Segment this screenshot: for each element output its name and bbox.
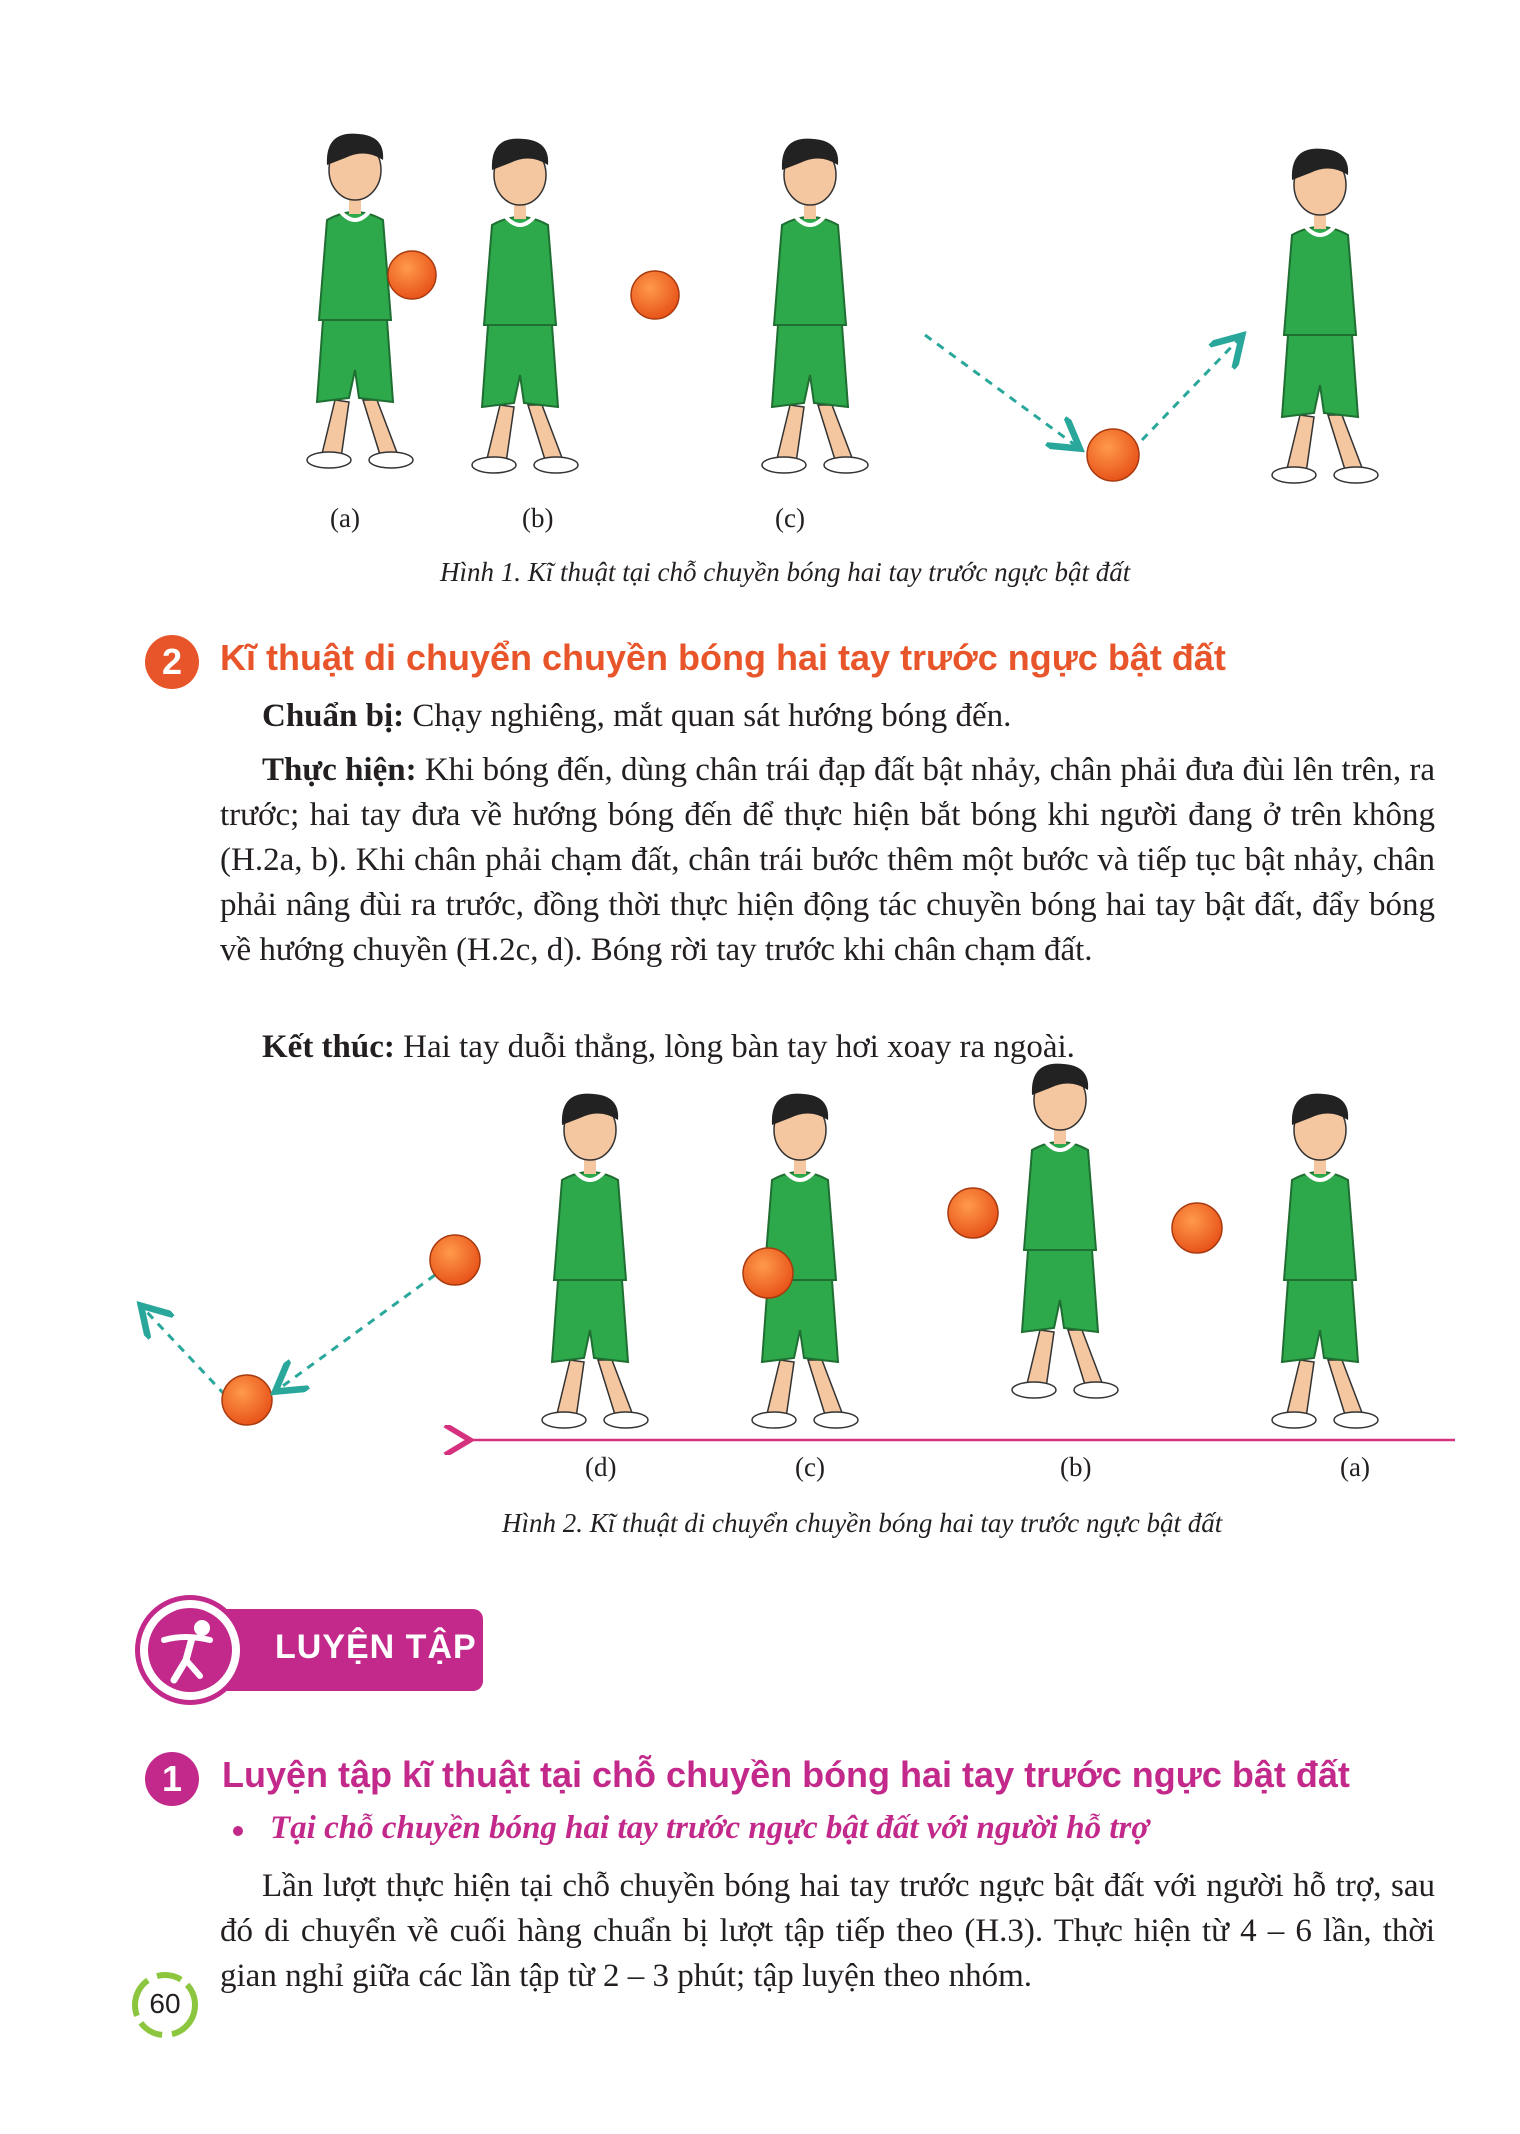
practice-bullet-text: Tại chỗ chuyền bóng hai tay trước ngực bật đất với người hỗ trợ: [270, 1810, 1150, 1846]
fig2-label-b: (b): [1060, 1452, 1092, 1482]
practice-banner-text: LUYỆN TẬP: [275, 1628, 477, 1666]
practice-1-title: Luyện tập kĩ thuật tại chỗ chuyền bóng hai tay trước ngực bật đất: [222, 1754, 1350, 1795]
pass-arrow-left-down: [280, 1275, 435, 1388]
player-d: [542, 1094, 648, 1428]
exec-text: Khi bóng đến, dùng chân trái đạp đất bật nhảy, chân phải đưa đùi lên trên, ra trước; hai tay đưa về hướng bóng đến để thực hiện bắt bóng khi người đang ở trên không (H.2a, b). Khi chân phải chạm đất, chân trái bước thêm một bước và tiếp tục bật nhảy, chân phải nâng đùi ra trước, đồng thời thực hiện động tác chuyền bóng hai tay bật đất, đẩy bóng về hướng chuyền (H.2c, d). Bóng rời tay trước khi chân chạm đất.: [220, 752, 1436, 968]
ball-b: [631, 271, 679, 319]
section-2-number-badge: 2: [145, 635, 199, 689]
fig1-label-b: (b): [522, 503, 554, 533]
practice-1-number-badge: 1: [145, 1752, 199, 1806]
section-2-prep: [220, 694, 1435, 739]
practice-text: Lần lượt thực hiện tại chỗ chuyền bóng hai tay trước ngực bật đất với người hỗ trợ, sau đó di chuyển về cuối hàng chuẩn bị lượt tập tiếp theo (H.3). Thực hiện từ 4 – 6 lần, thời gian nghỉ giữa các lần tập từ 2 – 3 phút; tập luyện theo nhóm.: [220, 1868, 1435, 1994]
fig1-label-a: (a): [330, 503, 360, 533]
section-2-end: [220, 1025, 1435, 1070]
player-a: [307, 134, 413, 468]
figure-1-illustration: [0, 0, 1520, 520]
practice-banner-circle: [135, 1595, 245, 1705]
fig1-label-c: (c): [775, 503, 805, 533]
prep-text: Chạy nghiêng, mắt quan sát hướng bóng đến.: [404, 698, 1012, 734]
fig2-label-c: (c): [795, 1452, 825, 1482]
player-b2: [1012, 1064, 1118, 1398]
fig2-label-a: (a): [1340, 1452, 1370, 1482]
fig2-caption: Hình 2. Kĩ thuật di chuyển chuyền bóng hai tay trước ngực bật đất: [502, 1508, 1223, 1538]
section-2-title: Kĩ thuật di chuyển chuyền bóng hai tay trước ngực bật đất: [220, 637, 1226, 678]
end-label: Kết thúc:: [262, 1029, 395, 1065]
ball-bounce-2: [222, 1375, 272, 1425]
player-receiver: [1272, 149, 1378, 483]
pass-arrow-down: [925, 335, 1075, 445]
prep-label: Chuẩn bị:: [262, 698, 405, 734]
page-number: 60: [149, 1988, 181, 2019]
ball-a: [388, 251, 436, 299]
exec-label: Thực hiện:: [262, 752, 417, 788]
ball-c2: [743, 1248, 793, 1298]
pass-arrow-up: [1142, 340, 1238, 440]
figure-1: [0, 0, 1520, 600]
figure-2-illustration: [0, 1080, 1520, 1480]
fig2-label-d: (d): [585, 1452, 617, 1482]
player-b: [472, 139, 578, 473]
runner-icon: [140, 1600, 240, 1700]
ball-b2: [948, 1188, 998, 1238]
section-2-exec: [220, 748, 1435, 973]
fig1-caption: Hình 1. Kĩ thuật tại chỗ chuyền bóng hai tay trước ngực bật đất: [440, 557, 1131, 587]
page-number-badge: [130, 1970, 200, 2040]
player-a2: [1272, 1094, 1378, 1428]
end-text: Hai tay duỗi thẳng, lòng bàn tay hơi xoay ra ngoài.: [394, 1029, 1075, 1065]
ball-a2: [1172, 1203, 1222, 1253]
practice-banner: [135, 1595, 495, 1705]
practice-bullet-dot: [233, 1826, 243, 1836]
player-c: [762, 139, 868, 473]
pass-arrow-left-up: [145, 1310, 225, 1395]
figure-2: [0, 1080, 1520, 1550]
ball-bounce: [1087, 429, 1139, 481]
ball-d: [430, 1235, 480, 1285]
